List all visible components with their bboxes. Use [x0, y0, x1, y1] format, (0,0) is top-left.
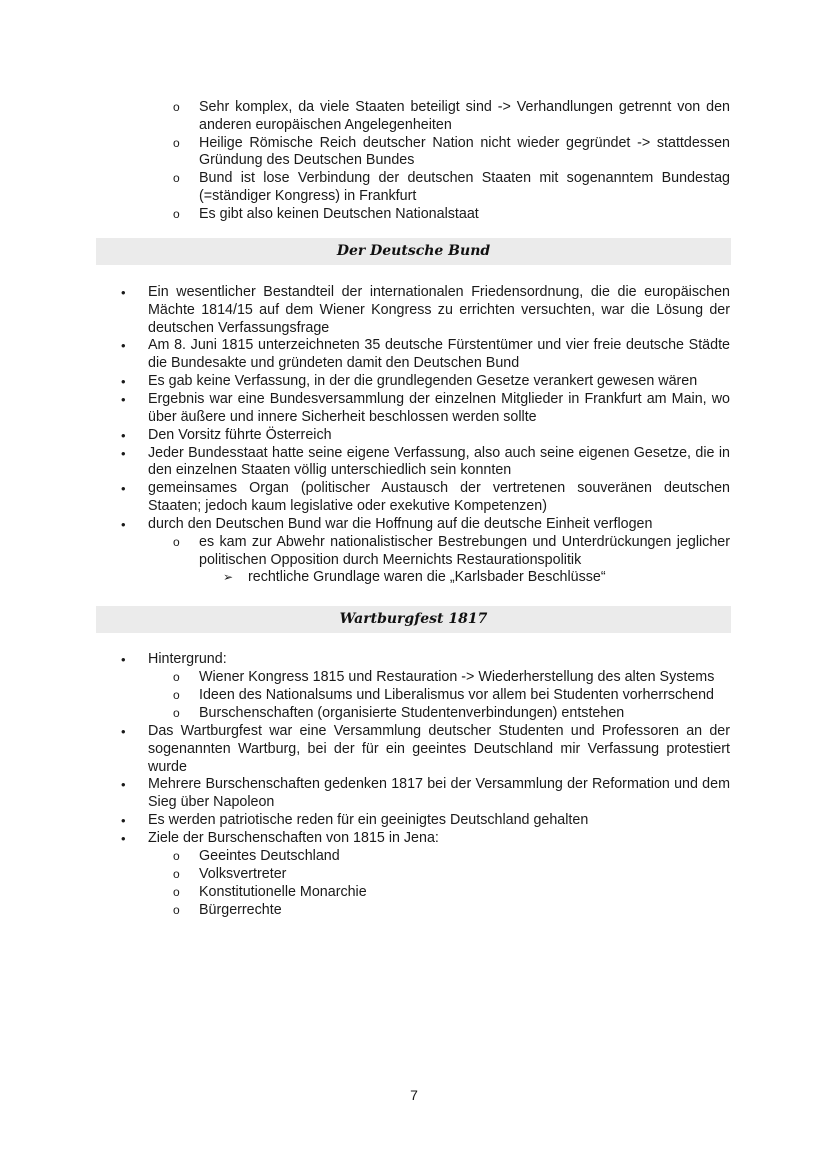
bullet-icon: • [121, 652, 126, 667]
list-item: o Burschenschaften (organisierte Studentenverbindungen) entstehen [173, 705, 625, 721]
bullet-icon: • [121, 516, 126, 532]
list-item: o Es gibt also keinen Deutschen Nationalstaat [173, 205, 479, 222]
circle-bullet-icon: o [173, 688, 180, 702]
list-item: o Sehr komplex, da viele Staaten beteiligt sind -> Verhandlungen getrennt von den anderen europäischen Angelegenheiten [173, 99, 730, 133]
circle-bullet-icon: o [173, 848, 180, 863]
intro-list [0, 99, 828, 224]
circle-bullet-icon: o [173, 670, 180, 684]
list-item: • Es gab keine Verfassung, in der die grundlegenden Gesetze verankert gewesen wären [121, 372, 698, 389]
list-item: o Volksvertreter [173, 865, 287, 882]
list-item: ➢ rechtliche Grundlage waren die „Karlsbader Beschlüsse“ [223, 569, 606, 586]
circle-bullet-icon: o [173, 100, 180, 114]
bullet-icon: • [121, 373, 126, 389]
list-item: • Ergebnis war eine Bundesversammlung der einzelnen Mitglieder in Frankfurt am Main, wo über äußere und innere Sicherheit beschlossen werden sollte [121, 390, 730, 425]
list-item: • Den Vorsitz führte Österreich [121, 426, 332, 443]
bullet-icon: • [121, 338, 126, 354]
section-heading-wartburgfest: Wartburgfest 1817 [96, 606, 731, 633]
list-item: o Konstitutionelle Monarchie [173, 883, 367, 900]
list-item: • Das Wartburgfest war eine Versammlung deutscher Studenten und Professoren an der sogenannten Wartburg, bei der für ein geeintes Deutschland mir Verfassung protestiert wurde [121, 723, 730, 775]
list-item: • Hintergrund: [121, 651, 227, 667]
section2-list [0, 651, 828, 920]
circle-bullet-icon: o [173, 206, 180, 221]
list-item: • Mehrere Burschenschaften gedenken 1817 bei der Versammlung der Reformation und dem Sieg über Napoleon [121, 776, 730, 811]
list-item: • durch den Deutschen Bund war die Hoffnung auf die deutsche Einheit verflogen [121, 515, 653, 532]
circle-bullet-icon: o [173, 902, 180, 917]
list-item: o Ideen des Nationalsums und Liberalismus vor allem bei Studenten vorherrschend [173, 687, 714, 703]
circle-bullet-icon: o [173, 534, 180, 549]
bullet-icon: • [121, 427, 126, 443]
arrow-bullet-icon: ➢ [223, 570, 234, 585]
bullet-icon: • [121, 777, 126, 793]
bullet-icon: • [121, 481, 126, 497]
list-item: • Ziele der Burschenschaften von 1815 in Jena: [121, 829, 439, 846]
circle-bullet-icon: o [173, 171, 180, 186]
list-item: o Bund ist lose Verbindung der deutschen Staaten mit sogenanntem Bundestag (=ständiger Kongress) in Frankfurt [173, 170, 730, 204]
circle-bullet-icon: o [173, 135, 180, 150]
list-item: o Geeintes Deutschland [173, 847, 340, 864]
bullet-icon: • [121, 812, 126, 828]
bullet-icon: • [121, 724, 126, 739]
page-number: 7 [410, 1087, 418, 1103]
bullet-icon: • [121, 285, 126, 300]
list-item: • Jeder Bundesstaat hatte seine eigene Verfassung, also auch seine eigenen Gesetze, die in den einzelnen Staaten völlig unterschiedlich sein konnten [121, 444, 730, 479]
list-item: o Wiener Kongress 1815 und Restauration -> Wiederherstellung des alten Systems [173, 669, 715, 685]
list-item: o es kam zur Abwehr nationalistischer Bestrebungen und Unterdrückungen jeglicher politischen Opposition durch Meernichts Restaurationspolitik [173, 533, 730, 568]
section-heading-deutscher-bund: Der Deutsche Bund [96, 238, 731, 265]
bullet-icon: • [121, 830, 126, 846]
list-item: • gemeinsames Organ (politischer Austausch der vertretenen souveränen deutschen Staaten; jedoch kaum legislative oder exekutive Kompetenzen) [121, 480, 730, 514]
list-item: • Am 8. Juni 1815 unterzeichneten 35 deutsche Fürstentümer und vier freie deutsche Städte die Bundesakte und gründeten damit den Deutschen Bund [121, 337, 730, 372]
circle-bullet-icon: o [173, 866, 180, 881]
list-item: • Ein wesentlicher Bestandteil der internationalen Friedensordnung, die die europäischen Mächte 1814/15 auf dem Wiener Kongress zu errichten versuchten, war die Lösung der deutschen Verfassungsfrage [121, 284, 730, 336]
circle-bullet-icon: o [173, 706, 180, 720]
bullet-icon: • [121, 445, 126, 461]
circle-bullet-icon: o [173, 884, 180, 899]
list-item: o Bürgerrechte [173, 901, 282, 918]
bullet-icon: • [121, 391, 126, 407]
list-item: • Es werden patriotische reden für ein geeinigtes Deutschland gehalten [121, 811, 589, 828]
list-item: o Heilige Römische Reich deutscher Nation nicht wieder gegründet -> stattdessen Gründung des Deutschen Bundes [173, 134, 730, 169]
section1-list [0, 284, 828, 587]
